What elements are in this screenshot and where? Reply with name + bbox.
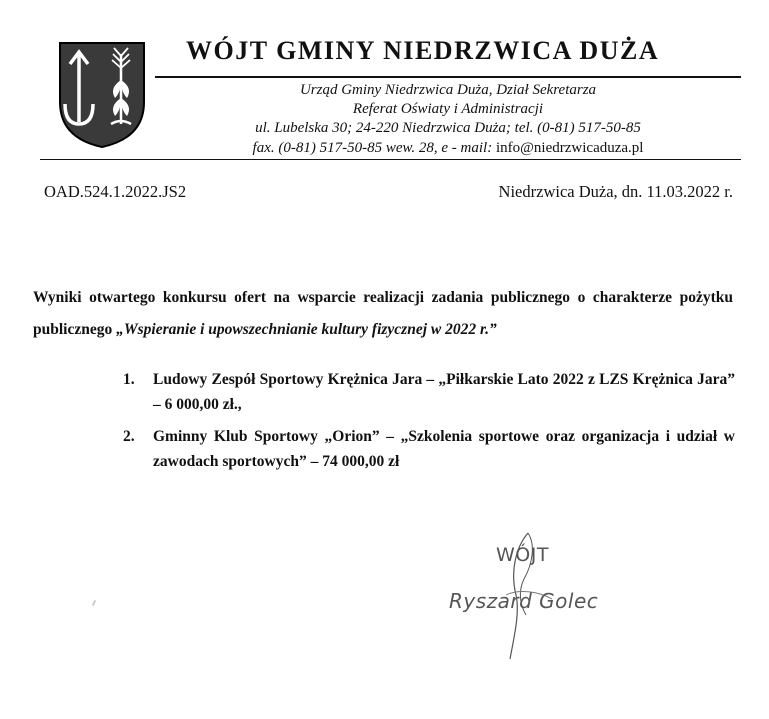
- reference-number: OAD.524.1.2022.JS2: [44, 182, 187, 201]
- item-text: Gminny Klub Sportowy „Orion” – „Szkolenia sportowe oraz organizacja i udział w zawodach sportowych” – 74 000,00 zł: [153, 428, 735, 470]
- contact-line: [155, 140, 741, 157]
- list-item: [123, 424, 735, 474]
- list-item: [123, 367, 735, 417]
- item-number: 2.: [123, 428, 135, 445]
- scan-speck: [92, 600, 96, 606]
- signature-name: Ryszard Golec: [449, 589, 599, 613]
- document-title: WÓJT GMINY NIEDRZWICA DUŻA: [186, 36, 660, 65]
- email-address: info@niedrzwicaduza.pl: [495, 140, 644, 156]
- task-name: „Wspieranie i upowszechnianie kultury fizycznej w 2022 r.”: [116, 321, 497, 338]
- announcement-heading: [33, 282, 733, 346]
- fax-and-email-label: fax. (0-81) 517-50-85 wew. 28, e - mail:: [252, 140, 493, 156]
- office-name: Urząd Gminy Niedrzwica Duża, Dział Sekretarza: [299, 82, 597, 98]
- signature-title: WÓJT: [496, 544, 549, 566]
- item-number: 1.: [123, 371, 135, 388]
- item-text: Ludowy Zespół Sportowy Krężnica Jara – „Piłkarskie Lato 2022 z LZS Krężnica Jara” – 6 000,00 zł.,: [153, 371, 735, 413]
- heading-text: Wyniki otwartego konkursu ofert na wsparcie realizacji zadania publicznego o charakterze pożytku publicznego: [33, 289, 733, 338]
- office-address: ul. Lubelska 30; 24-220 Niedrzwica Duża; tel. (0-81) 517-50-85: [255, 120, 641, 136]
- place-and-date: Niedrzwica Duża, dn. 11.03.2022 r.: [498, 182, 733, 201]
- results-list: [123, 367, 735, 481]
- header-rule-bottom: [40, 159, 741, 160]
- department-name: Referat Oświaty i Administracji: [352, 101, 544, 117]
- header-rule-top: [155, 76, 741, 78]
- coat-of-arms-icon: [57, 40, 147, 150]
